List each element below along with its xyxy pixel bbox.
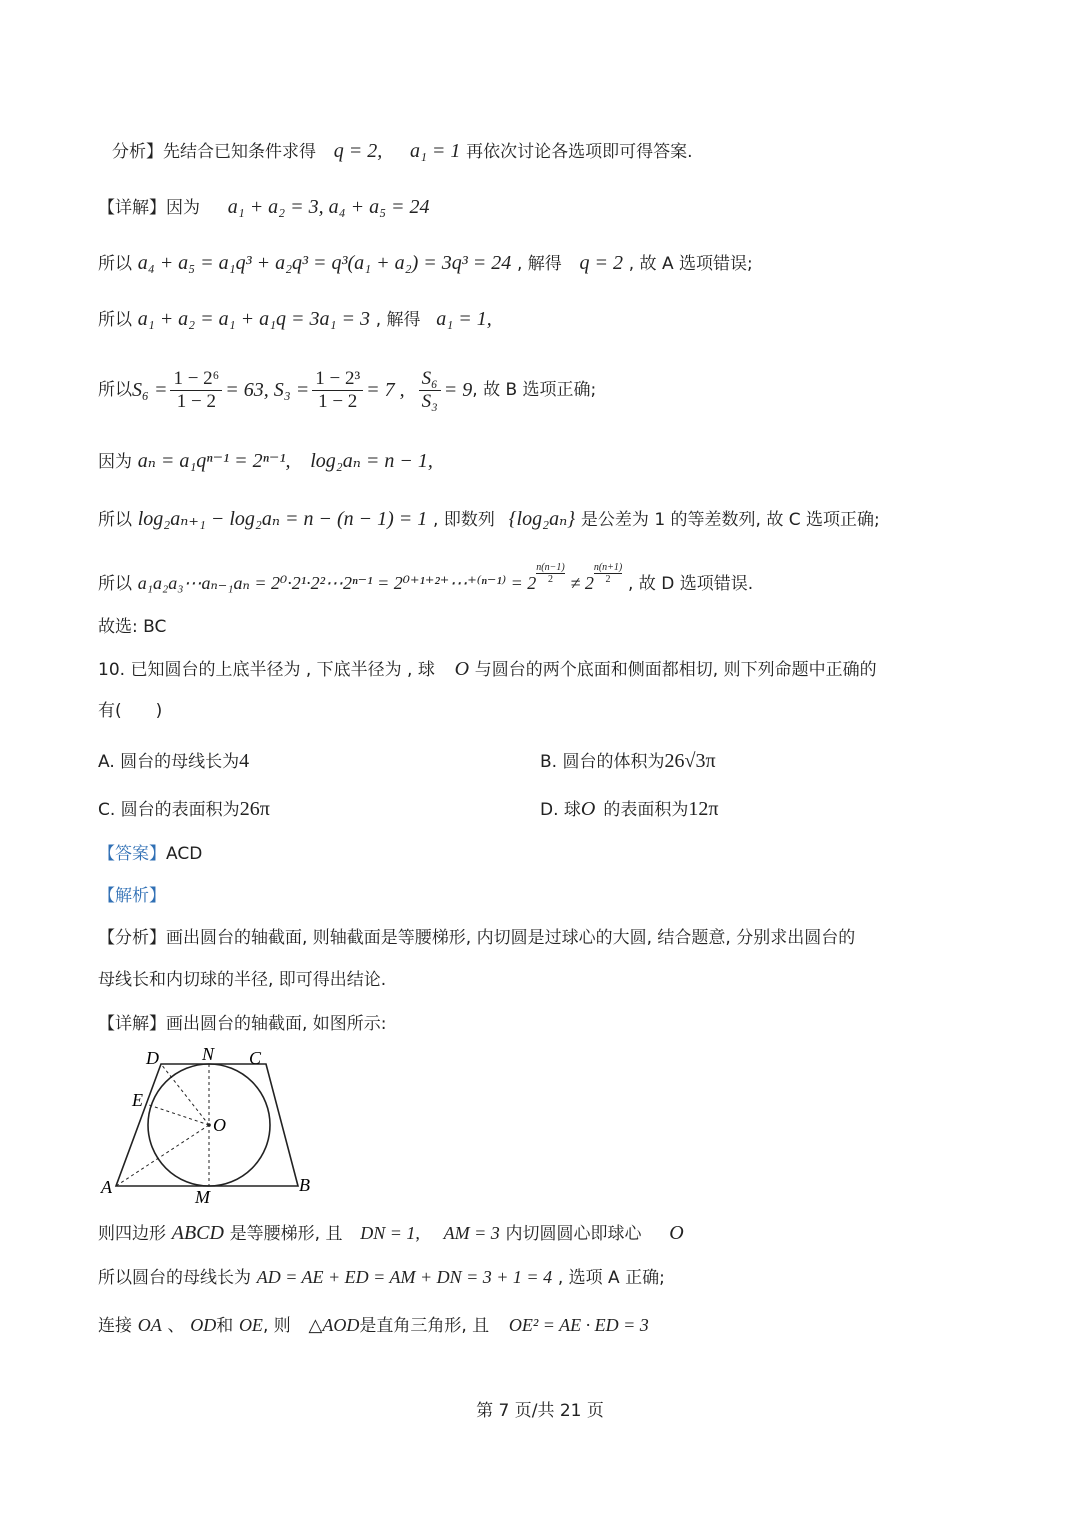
label-e: E (132, 1090, 143, 1110)
text: , 故 B 选项正确; (472, 380, 597, 400)
formula: ≠ 2 (570, 573, 594, 593)
detail-line-1 (98, 194, 430, 221)
label-b: B (299, 1175, 310, 1195)
text: 与圆台的两个底面和侧面都相切, 则下列命题中正确的 (474, 660, 877, 680)
text: 分析】先结合已知条件求得 (112, 142, 316, 162)
formula: = 7 , (366, 379, 405, 401)
text: , 解得 (516, 254, 562, 274)
exponent-fraction: $\frac{n(n+1)}{2}$ (593, 562, 623, 585)
detail-line-3 (98, 306, 492, 333)
detail-line-4 (98, 362, 596, 418)
detail-line-6 (98, 506, 880, 533)
text: 所以 (98, 574, 132, 594)
formula: log₂aₙ₊₁ − log₂aₙ = n − (n − 1) = 1 (137, 508, 428, 530)
after-line-1: 则四边形 ABCD 是等腰梯形, 且 DN = 1, AM = 3 内切圆圆心即球心 O (98, 1222, 684, 1244)
text: 所以 (98, 380, 132, 400)
text: 因为 (98, 452, 132, 472)
formula: S₆ = (132, 379, 168, 401)
formula: a₁a₂a₃⋯aₙ₋₁aₙ = 2⁰·2¹·2²⋯2ⁿ⁻¹ = 2⁰⁺¹⁺²⁺⋯⁺⁽ⁿ⁻¹⁾ = 2 (137, 573, 537, 593)
option-c: C. 圆台的表面积为26π (98, 798, 270, 820)
label-a: A (101, 1177, 112, 1197)
formula: aₙ = a₁qⁿ⁻¹ = 2ⁿ⁻¹, (137, 450, 291, 472)
text: 所以 (98, 254, 132, 274)
text: , 解得 (375, 310, 421, 330)
text: , 故 D 选项错误. (628, 574, 754, 594)
detail-line-5 (98, 448, 433, 475)
label-n: N (202, 1044, 215, 1064)
formula: = 63, S₃ = (225, 379, 310, 401)
text: , 即数列 (433, 510, 495, 530)
detail-line-7 (98, 562, 753, 597)
option-a: A. 圆台的母线长为4 (98, 750, 250, 772)
text: 再依次讨论各选项即可得答案. (466, 142, 693, 162)
label-m: M (195, 1187, 210, 1207)
formula: {log₂aₙ} (508, 508, 576, 530)
formula: q = 2 (579, 252, 624, 274)
formula: O (454, 658, 470, 680)
center-point (207, 1123, 211, 1127)
after-line-2: 所以圆台的母线长为 AD = AE + ED = AM + DN = 3 + 1 = 4 , 选项 A 正确; (98, 1267, 665, 1288)
option-d: D. 球O 的表面积为12π (540, 798, 719, 820)
fraction: $\frac{\text{S₆}}{\text{S₃}}$ (419, 368, 441, 413)
trapezoid-figure (96, 1040, 326, 1210)
formula: a₁ = 1, (436, 308, 492, 330)
fraction: $\frac{\text{1 − 2³}}{1 - 2}$ (312, 368, 363, 413)
fraction: $\frac{\text{1 − 2⁶}}{1 - 2}$ (170, 368, 222, 413)
formula: log₂aₙ = n − 1, (310, 450, 433, 472)
page-footer: 第 7 页/共 21 页 (476, 1401, 604, 1421)
analysis-line-1 (112, 138, 693, 165)
question-10-line-1 (98, 656, 877, 683)
segment-oa (116, 1125, 209, 1186)
segment-oe (146, 1104, 209, 1125)
option-b: B. 圆台的体积为26√3π (540, 750, 716, 772)
formula: a₄ + a₅ = a₁q³ + a₂q³ = q³(a₁ + a₂) = 3q³ = 24 (137, 252, 512, 274)
segment-od (161, 1064, 209, 1125)
formula: a₁ + a₂ = 3, a₄ + a₅ = 24 (227, 196, 430, 218)
text: , 故 A 选项错误; (628, 254, 753, 274)
jiexi-tag: 【解析】 (98, 886, 166, 906)
text: 【详解】因为 (98, 198, 200, 218)
text: 所以 (98, 310, 132, 330)
formula: a₁ = 1 (409, 140, 461, 162)
after-line-3: 连接 OA 、 OD和 OE, 则 △AOD是直角三角形, 且 OE² = AE · ED = 3 (98, 1315, 649, 1336)
label-c: C (249, 1048, 262, 1068)
question-10-line-2: 有( ) (98, 701, 163, 721)
formula: = 9 (443, 379, 473, 401)
choice-line: 故选: BC (98, 617, 167, 637)
text: 10. 已知圆台的上底半径为 , 下底半径为 , 球 (98, 660, 435, 680)
answer-value: ACD (166, 844, 203, 864)
label-o: O (213, 1115, 226, 1135)
formula: a₁ + a₂ = a₁ + a₁q = 3a₁ = 3 (137, 308, 370, 330)
formula: q = 2, (333, 140, 383, 162)
fenxi-line-2: 母线长和内切球的半径, 即可得出结论. (98, 970, 387, 990)
detail-line-2 (98, 250, 753, 277)
detail-figure-intro: 【详解】画出圆台的轴截面, 如图所示: (98, 1014, 387, 1034)
text: 所以 (98, 510, 132, 530)
fenxi-line-1: 【分析】画出圆台的轴截面, 则轴截面是等腰梯形, 内切圆是过球心的大圆, 结合题意, 分别求出圆台的 (98, 928, 856, 948)
answer-tag: 【答案】 (98, 844, 166, 864)
exponent-fraction: $\frac{n(n-1)}{2}$ (536, 562, 565, 585)
answer-line (98, 841, 202, 867)
label-d: D (146, 1048, 159, 1068)
text: 是公差为 1 的等差数列, 故 C 选项正确; (580, 510, 880, 530)
